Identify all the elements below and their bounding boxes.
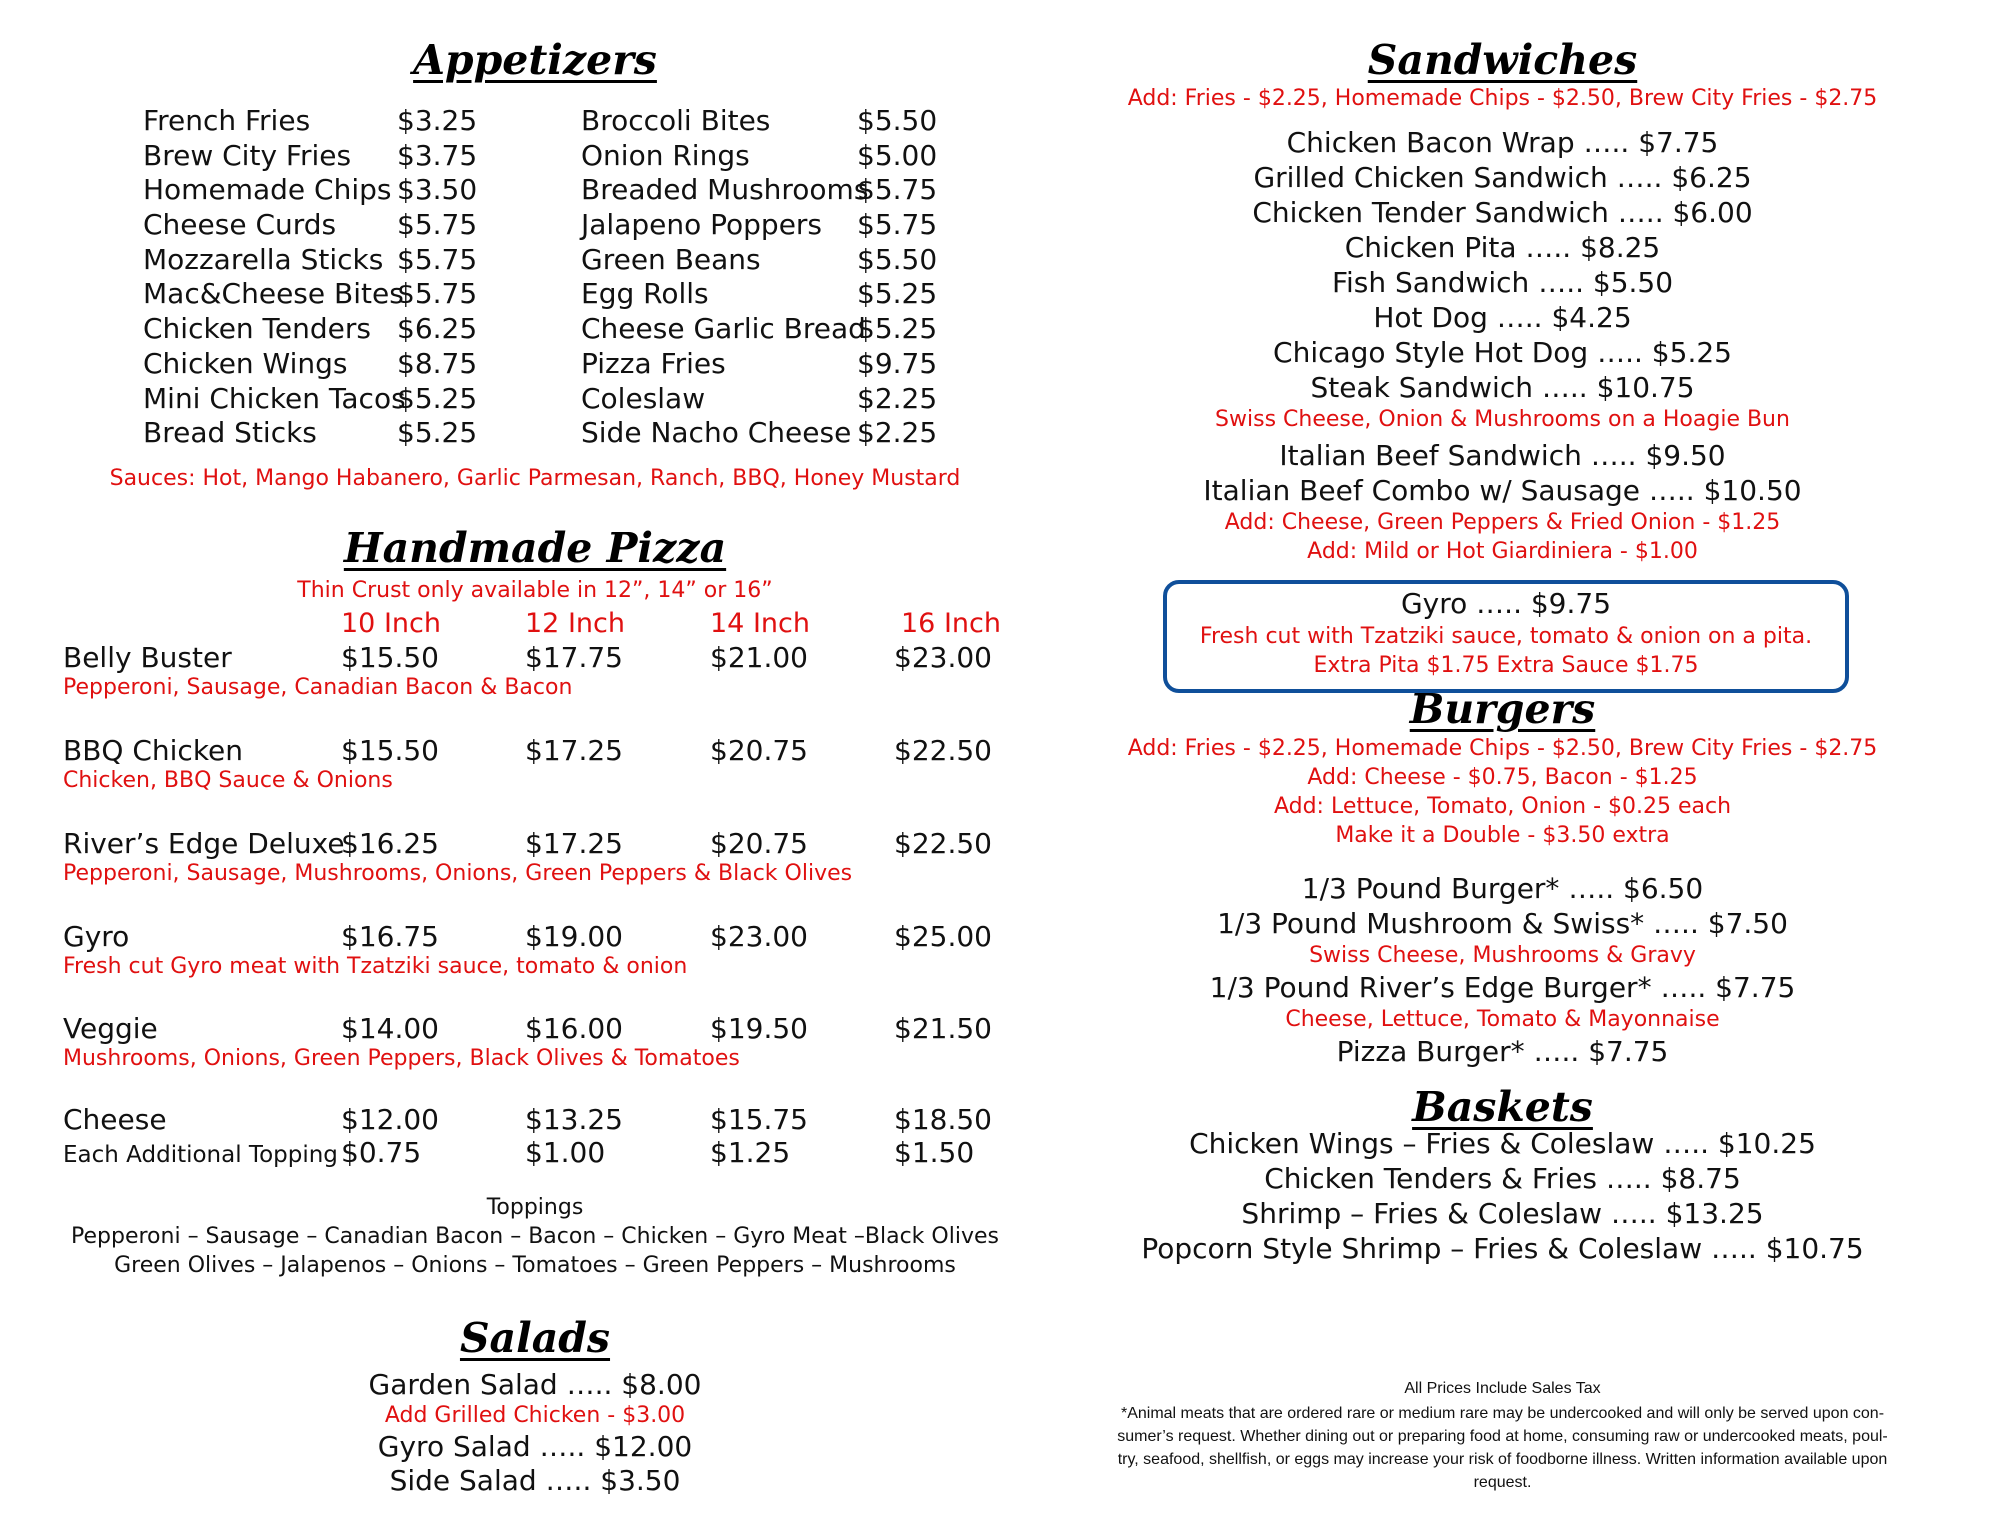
- gyro-note: Extra Pita $1.75 Extra Sauce $1.75: [1313, 653, 1699, 678]
- list-item: [143, 173, 943, 208]
- pizza-size-header: [55, 608, 1015, 642]
- pizza-name: Belly Buster: [63, 641, 232, 674]
- toppings-line: Pepperoni – Sausage – Canadian Bacon – Bacon – Chicken – Gyro Meat –Black Olives: [71, 1224, 999, 1249]
- size-label: 12 Inch: [525, 608, 625, 639]
- pizza-description: Chicken, BBQ Sauce & Onions: [63, 768, 393, 793]
- pizza-price: $15.50: [341, 641, 439, 674]
- list-item: Chicken Bacon Wrap ….. $7.75: [1286, 126, 1719, 159]
- list-item: Fish Sandwich ….. $5.50: [1331, 266, 1674, 299]
- pizza-description: Pepperoni, Sausage, Canadian Bacon & Bacon: [63, 675, 573, 700]
- pizza-row: [55, 641, 1015, 701]
- pizza-name: Cheese: [63, 1103, 167, 1136]
- pizza-price: $0.75: [341, 1136, 422, 1169]
- pizza-name: BBQ Chicken: [63, 734, 244, 767]
- gyro-feature-box: [1163, 580, 1849, 693]
- list-item: Steak Sandwich ….. $10.75: [1310, 371, 1695, 404]
- pizza-price: $21.00: [710, 641, 808, 674]
- pizza-price: $23.00: [894, 641, 992, 674]
- salads-list: [55, 1368, 1015, 1498]
- list-item: Grilled Chicken Sandwich ….. $6.25: [1253, 161, 1752, 194]
- pizza-price: $16.25: [341, 827, 439, 860]
- item-name: Onion Rings: [581, 138, 750, 172]
- burger-add-note: Make it a Double - $3.50 extra: [1335, 823, 1670, 848]
- pizza-row: [55, 1103, 1015, 1137]
- list-item: [143, 416, 943, 451]
- item-name: Brew City Fries: [143, 138, 352, 172]
- beef-add-note: Add: Cheese, Green Peppers & Fried Onion - $1.25: [1224, 510, 1781, 535]
- item-price: $9.75: [857, 346, 938, 380]
- item-price: $6.25: [397, 312, 478, 346]
- list-item: Chicken Tender Sandwich ….. $6.00: [1252, 196, 1753, 229]
- pizza-description: Pepperoni, Sausage, Mushrooms, Onions, Green Peppers & Black Olives: [63, 861, 853, 886]
- item-name: Mozzarella Sticks: [143, 242, 384, 276]
- pizza-name: River’s Edge Deluxe: [63, 827, 345, 860]
- pizza-price: $15.75: [710, 1103, 808, 1136]
- list-item: Italian Beef Sandwich ….. $9.50: [1279, 439, 1726, 472]
- pizza-price: $22.50: [894, 734, 992, 767]
- burger-add-note: Add: Cheese - $0.75, Bacon - $1.25: [1307, 765, 1698, 790]
- pizza-name: Gyro: [63, 920, 130, 953]
- sauces-note: Sauces: Hot, Mango Habanero, Garlic Parmesan, Ranch, BBQ, Honey Mustard: [109, 466, 961, 491]
- toppings-list: [55, 1193, 1015, 1280]
- pizza-row: [55, 734, 1015, 794]
- pizza-price: $20.75: [710, 827, 808, 860]
- item-price: $5.75: [857, 173, 938, 207]
- item-price: $5.75: [397, 242, 478, 276]
- disclaimer-line: request.: [1473, 1474, 1532, 1491]
- pizza-price: $1.25: [710, 1136, 791, 1169]
- disclaimer-line: *Animal meats that are ordered rare or medium rare may be undercooked and will only be served upon con-: [1120, 1405, 1885, 1422]
- pizza-price: $18.50: [894, 1103, 992, 1136]
- pizza-price: $16.00: [525, 1012, 623, 1045]
- pizza-price: $19.50: [710, 1012, 808, 1045]
- list-item: Shrimp – Fries & Coleslaw ….. $13.25: [1241, 1197, 1764, 1230]
- pizza-price: $15.50: [341, 734, 439, 767]
- list-item: Chicken Tenders & Fries ….. $8.75: [1264, 1162, 1741, 1195]
- list-item: Italian Beef Combo w/ Sausage ….. $10.50: [1203, 474, 1802, 507]
- list-item: Pizza Burger* ….. $7.75: [1336, 1035, 1669, 1068]
- pizza-description: Mushrooms, Onions, Green Peppers, Black Olives & Tomatoes: [63, 1046, 740, 1071]
- additional-topping-label: Each Additional Topping: [63, 1142, 338, 1168]
- pizza-description: Fresh cut Gyro meat with Tzatziki sauce, tomato & onion: [63, 954, 688, 979]
- toppings-line: Green Olives – Jalapenos – Onions – Tomatoes – Green Peppers – Mushrooms: [114, 1253, 956, 1278]
- size-label: 10 Inch: [341, 608, 441, 639]
- item-price: $5.75: [397, 277, 478, 311]
- list-item: Chicken Wings – Fries & Coleslaw ….. $10.25: [1189, 1127, 1816, 1160]
- list-item: Gyro ….. $9.75: [1400, 587, 1612, 620]
- item-name: Green Beans: [581, 242, 761, 276]
- list-item: 1/3 Pound River’s Edge Burger* ….. $7.75: [1209, 971, 1796, 1004]
- pizza-name: Veggie: [63, 1012, 158, 1045]
- list-item: 1/3 Pound Mushroom & Swiss* ….. $7.50: [1217, 907, 1788, 940]
- food-safety-disclaimer: [1030, 1402, 1975, 1494]
- item-name: Chicken Wings: [143, 346, 348, 380]
- item-name: Chicken Tenders: [143, 312, 371, 346]
- item-price: $5.25: [857, 312, 938, 346]
- item-name: Broccoli Bites: [581, 104, 771, 137]
- list-item: [143, 382, 943, 417]
- gyro-note: Fresh cut with Tzatziki sauce, tomato & onion on a pita.: [1199, 624, 1813, 649]
- list-item: [143, 243, 943, 278]
- item-name: Mini Chicken Tacos: [143, 381, 406, 415]
- item-price: $5.75: [397, 208, 478, 242]
- list-item: Hot Dog ….. $4.25: [1373, 301, 1632, 334]
- pizza-heading: Handmade Pizza: [343, 524, 727, 572]
- item-name: Mac&Cheese Bites: [143, 277, 404, 311]
- additional-topping-row: [55, 1136, 1015, 1172]
- steak-note: Swiss Cheese, Onion & Mushrooms on a Hoagie Bun: [1215, 407, 1790, 432]
- item-name: Egg Rolls: [581, 277, 709, 311]
- tax-note: All Prices Include Sales Tax: [1404, 1380, 1601, 1397]
- item-price: $3.25: [397, 104, 478, 137]
- item-name: Cheese Curds: [143, 208, 337, 242]
- list-item: [143, 277, 943, 312]
- sandwiches-add-note: Add: Fries - $2.25, Homemade Chips - $2.50, Brew City Fries - $2.75: [1127, 86, 1878, 111]
- list-item: Side Salad ….. $3.50: [389, 1464, 681, 1497]
- pizza-price: $12.00: [341, 1103, 439, 1136]
- list-item: Popcorn Style Shrimp – Fries & Coleslaw ….. $10.75: [1141, 1232, 1864, 1265]
- list-item: [143, 139, 943, 174]
- item-price: $5.25: [857, 277, 938, 311]
- size-label: 14 Inch: [710, 608, 810, 639]
- salads-heading: Salads: [459, 1314, 611, 1362]
- list-item: Gyro Salad ….. $12.00: [377, 1430, 693, 1463]
- pizza-price: $13.25: [525, 1103, 623, 1136]
- item-price: $3.50: [397, 173, 478, 207]
- item-price: $5.25: [397, 381, 478, 415]
- item-price: $5.75: [857, 208, 938, 242]
- item-name: Cheese Garlic Bread: [581, 312, 866, 346]
- item-name: Jalapeno Poppers: [581, 208, 823, 242]
- pizza-price: $14.00: [341, 1012, 439, 1045]
- pizza-price: $19.00: [525, 920, 623, 953]
- list-item: [143, 104, 943, 139]
- beef-add-note: Add: Mild or Hot Giardiniera - $1.00: [1307, 539, 1698, 564]
- pizza-price: $16.75: [341, 920, 439, 953]
- pizza-row: [55, 827, 1015, 887]
- item-name: Side Nacho Cheese: [581, 416, 852, 450]
- sandwiches-list: [1030, 125, 1975, 566]
- list-item: [143, 312, 943, 347]
- item-name: Pizza Fries: [581, 346, 726, 380]
- burger-note: Swiss Cheese, Mushrooms & Gravy: [1309, 943, 1696, 968]
- appetizers-list: [143, 104, 943, 451]
- pizza-price: $1.50: [894, 1136, 975, 1169]
- burger-note: Cheese, Lettuce, Tomato & Mayonnaise: [1285, 1007, 1720, 1032]
- burger-add-note: Add: Lettuce, Tomato, Onion - $0.25 each: [1273, 794, 1732, 819]
- pizza-row: [55, 1012, 1015, 1072]
- list-item: 1/3 Pound Burger* ….. $6.50: [1301, 872, 1704, 905]
- pizza-price: $25.00: [894, 920, 992, 953]
- pizza-price: $1.00: [525, 1136, 606, 1169]
- list-item: Garden Salad ….. $8.00: [368, 1368, 702, 1401]
- list-item: Chicken Pita ….. $8.25: [1344, 231, 1661, 264]
- item-price: $5.50: [857, 104, 938, 137]
- disclaimer-line: sumer’s request. Whether dining out or preparing food at home, consuming raw or undercooked meats, poul-: [1117, 1428, 1888, 1445]
- item-price: $2.25: [857, 416, 938, 450]
- baskets-list: [1030, 1126, 1975, 1266]
- pizza-price: $20.75: [710, 734, 808, 767]
- item-price: $2.25: [857, 381, 938, 415]
- burgers-heading: Burgers: [1409, 685, 1596, 733]
- item-price: $5.25: [397, 416, 478, 450]
- appetizers-heading: Appetizers: [413, 36, 657, 84]
- item-price: $8.75: [397, 346, 478, 380]
- item-name: Coleslaw: [581, 381, 706, 415]
- item-price: $3.75: [397, 138, 478, 172]
- burgers-list: [1030, 871, 1975, 1069]
- thin-crust-note: Thin Crust only available in 12”, 14” or 16”: [297, 578, 773, 603]
- salad-add-note: Add Grilled Chicken - $3.00: [384, 1403, 686, 1428]
- item-price: $5.50: [857, 242, 938, 276]
- pizza-price: $23.00: [710, 920, 808, 953]
- list-item: Chicago Style Hot Dog ….. $5.25: [1273, 336, 1732, 369]
- pizza-price: $17.25: [525, 734, 623, 767]
- pizza-price: $22.50: [894, 827, 992, 860]
- item-name: French Fries: [143, 104, 311, 137]
- item-name: Homemade Chips: [143, 173, 392, 207]
- pizza-price: $21.50: [894, 1012, 992, 1045]
- item-name: Breaded Mushrooms: [581, 173, 869, 207]
- disclaimer-line: try, seafood, shellfish, or eggs may increase your risk of foodborne illness. Written information available upon: [1117, 1451, 1888, 1468]
- toppings-title: Toppings: [486, 1195, 584, 1220]
- baskets-heading: Baskets: [1412, 1083, 1593, 1131]
- pizza-row: [55, 920, 1015, 980]
- item-name: Bread Sticks: [143, 416, 317, 450]
- pizza-price: $17.75: [525, 641, 623, 674]
- item-price: $5.00: [857, 138, 938, 172]
- list-item: [143, 347, 943, 382]
- pizza-price: $17.25: [525, 827, 623, 860]
- burger-add-note: Add: Fries - $2.25, Homemade Chips - $2.50, Brew City Fries - $2.75: [1127, 736, 1878, 761]
- burgers-add-notes: [1030, 734, 1975, 850]
- list-item: [143, 208, 943, 243]
- sandwiches-heading: Sandwiches: [1367, 36, 1638, 84]
- size-label: 16 Inch: [901, 608, 1001, 639]
